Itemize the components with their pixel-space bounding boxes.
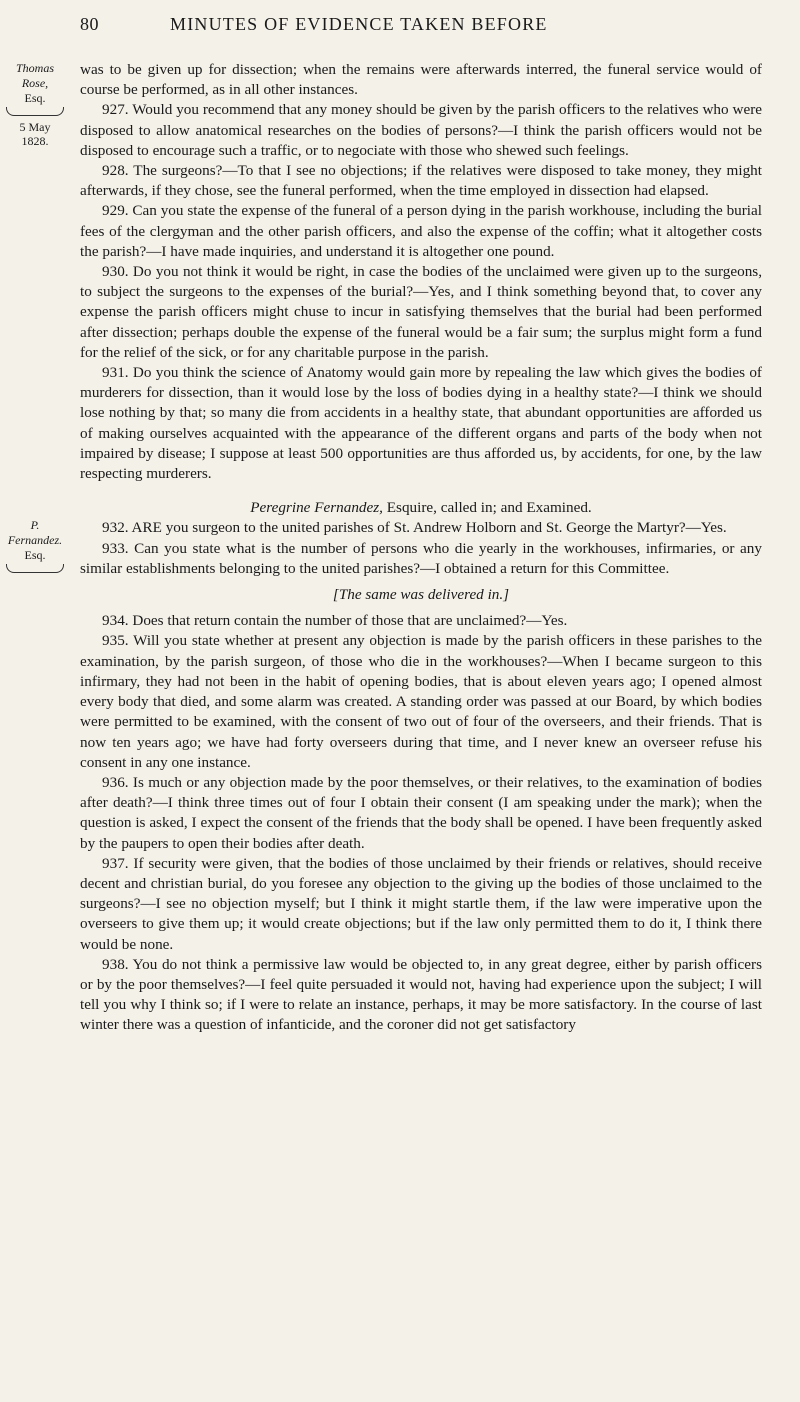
evidence-paragraph: 937. If security were given, that the bodies of those unclaimed by their friends or relatives, should receive decent and christian burial, do you foresee any objection to the giving up the bodies of those unclaimed to the surgeons?—I see no objection myself; but I think it might startle them, if the law were imperative upon the overseers to give them up; it would create objections; but if the law only permitted them to do it, I think there would be none. (80, 854, 762, 953)
margin-note-fernandez (4, 518, 66, 573)
witness-heading (80, 498, 762, 518)
margin-note-esq: Esq. (24, 91, 46, 105)
evidence-part-2a (80, 518, 762, 579)
running-title: MINUTES OF EVIDENCE TAKEN BEFORE (170, 14, 548, 34)
margin-note-date-day: 5 May (19, 120, 51, 134)
margin-note-name: Thomas Rose, (15, 61, 54, 90)
evidence-paragraph: 933. Can you state what is the number of persons who die yearly in the workhouses, infirmaries, or any similar establishments belonging to the united parishes?—I obtained a return for this Committee. (80, 539, 762, 577)
stage-note: [The same was delivered in.] (332, 586, 510, 604)
evidence-paragraph: 928. The surgeons?—To that I see no objections; if the relatives were disposed to take money, they might afterwards, if they chose, see the funeral performed, when the time employed in dissection had elapsed. (80, 162, 762, 200)
evidence-paragraph: was to be given up for dissection; when the remains were afterwards interred, the funeral service would of course be performed, as in all other instances. (80, 61, 762, 99)
evidence-paragraph: 936. Is much or any objection made by the poor themselves, or their relatives, to the examination of bodies after death?—I think three times out of four I obtain their consent (I am speaking under the mark); when the question is asked, I expect the consent of the friends that the body shall be opened. I have been frequently asked by the paupers to open their bodies after death. (80, 773, 762, 852)
page-number: 80 (80, 14, 99, 34)
margin-brace (6, 564, 64, 573)
margin-note-name: P. Fernandez. (7, 518, 63, 547)
evidence-part-2b (80, 611, 762, 1035)
witness-called: Esquire, called in; and Examined. (382, 499, 592, 517)
evidence-part-1 (80, 60, 762, 484)
running-head (80, 14, 760, 42)
body-text (80, 60, 762, 1036)
margin-note-thomas-rose (4, 61, 66, 148)
evidence-paragraph: 935. Will you state whether at present any objection is made by the parish officers in these parishes to the examination, by the parish surgeon, of those who die in the workhouses?—When I became surgeon to this infirmary, they had not been in the habit of opening bodies, that is about eleven years ago; I opened almost every body that died, and some alarm was created. A standing order was passed at our Board, by which bodies were permitted to be examined, with the consent of two out of four of the overseers, and their friends. That is now ten years ago; we have had forty overseers during that time, and I never knew an overseer refuse his consent in any one instance. (80, 632, 762, 771)
evidence-paragraph: 931. Do you think the science of Anatomy would gain more by repealing the law which gives the bodies of murderers for dissection, than it would lose by the loss of bodies dying in a healthy state?—I think we should lose nothing by that; so many die from accidents in a healthy state, that abundant opportunities are afforded us of making ourselves acquainted with the appearance of the different organs and parts of the body when not impaired by disease; I suppose at least 500 opportunities are thus afforded us, by accidents, for one, by the law respecting murderers. (80, 364, 762, 483)
margin-note-esq: Esq. (24, 548, 46, 562)
witness-name: Peregrine Fernandez, (250, 499, 383, 517)
evidence-paragraph: 934. Does that return contain the number of those that are unclaimed?—Yes. (102, 612, 568, 630)
evidence-paragraph: 938. You do not think a permissive law would be objected to, in any great degree, either by parish officers or by the poor themselves?—I feel quite persuaded it would not, having had experience upon the subject; I will tell you why I think so; if I were to relate an instance, perhaps, it may be more satisfactory. In the course of last winter there was a question of infanticide, and the coroner did not get satisfactory (80, 955, 762, 1034)
evidence-paragraph: 930. Do you not think it would be right, in case the bodies of the unclaimed were given up to the surgeons, to subject the surgeons to the expenses of the burial?—Yes, and I think something beyond that, to cover any expense the parish officers might chuse to incur in satisfying themselves that the burial had been performed after dissection; perhaps double the expense of the funeral would be a fair sum; the surplus might form a fund for the relief of the sick, or for any charitable purpose in the parish. (80, 263, 762, 361)
evidence-paragraph: 927. Would you recommend that any money should be given by the parish officers to the relatives who were disposed to allow anatomical researches on the bodies of persons?—I think the parish officers would not be disposed to encourage such a traffic, or to negociate with those who shewed such feelings. (80, 101, 762, 159)
margin-brace (6, 107, 64, 116)
evidence-paragraph: 929. Can you state the expense of the funeral of a person dying in the parish workhouse, including the burial fees of the clergyman and the other parish officers, and also the expense of the coffin; what it altogether costs the parish?—I have made inquiries, and understand it is altogether one pound. (80, 202, 762, 260)
evidence-paragraph: 932. ARE you surgeon to the united parishes of St. Andrew Holborn and St. George the Martyr?—Yes. (102, 519, 727, 537)
margin-note-date-year: 1828. (21, 134, 49, 148)
